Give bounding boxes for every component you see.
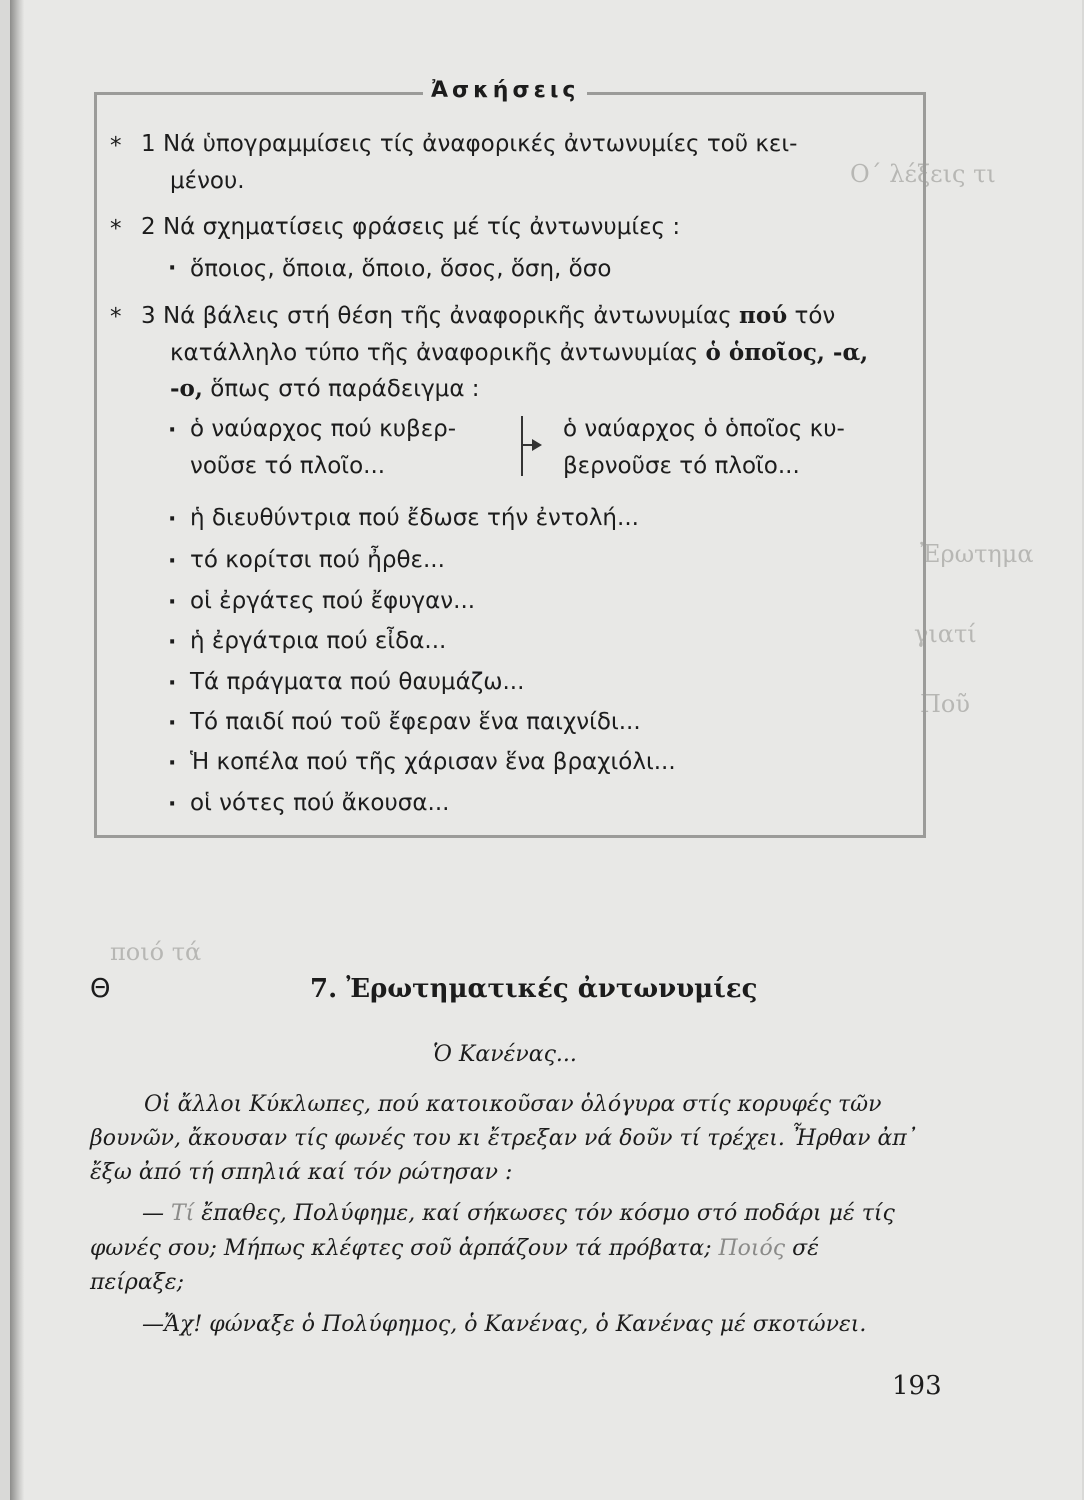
section-mark: Θ bbox=[90, 974, 111, 1004]
page-number: 193 bbox=[892, 1371, 942, 1401]
section-title: 7. Ἐρωτηματικές ἀντωνυμίες bbox=[310, 974, 758, 1004]
exercise-3-line-3: -ο, ὅπως στό παράδειγμα : bbox=[170, 375, 480, 402]
bleed-through-text: Ποῦ bbox=[920, 690, 970, 718]
exercise-2-words: ὅποιος, ὅποια, ὅποιο, ὅσος, ὅση, ὅσο bbox=[190, 256, 612, 282]
exercise-2-line-1: 2 Νά σχηματίσεις φράσεις μέ τίς ἀντωνυμίες : bbox=[141, 214, 681, 240]
exercise-1-line-2: μένου. bbox=[170, 168, 245, 194]
story-line: — Τί ἔπαθες, Πολύφημε, καί σήκωσες τόν κόσμο στό ποδάρι μέ τίς bbox=[142, 1201, 895, 1226]
bullet-dot: · bbox=[168, 507, 177, 532]
bleed-through-text: γιατί bbox=[914, 620, 977, 648]
exercise-3-line-2: κατάλληλο τύπο τῆς ἀναφορικῆς ἀντωνυμίας ὁ ὁποῖος, -α, bbox=[170, 339, 869, 366]
arrow-right-icon bbox=[532, 439, 542, 451]
page-binding-shadow bbox=[10, 0, 24, 1500]
story-line: —Ἄχ! φώναξε ὁ Πολύφημος, ὁ Κανένας, ὁ Κανένας μέ σκοτώνει. bbox=[142, 1312, 867, 1337]
bullet-dot: · bbox=[168, 751, 177, 776]
exercise-item: τό κορίτσι πού ἦρθε... bbox=[190, 547, 445, 573]
bullet-dot: · bbox=[168, 792, 177, 817]
bullet-dot: · bbox=[168, 671, 177, 696]
bullet-dot: · bbox=[168, 711, 177, 736]
bleed-through-text: Ο΄ λέξεις τι bbox=[850, 160, 996, 188]
example-right-line-1: ὁ ναύαρχος ὁ ὁποῖος κυ- bbox=[563, 416, 845, 442]
story-line: πείραξε; bbox=[90, 1270, 185, 1295]
exercise-item: ἡ ἐργάτρια πού εἶδα... bbox=[190, 628, 447, 654]
bullet-dot: · bbox=[168, 256, 177, 281]
bullet-dot: · bbox=[168, 418, 177, 443]
exercise-1-star: * bbox=[110, 133, 122, 159]
exercise-2-star: * bbox=[110, 216, 122, 242]
exercise-item: Τά πράγματα πού θαυμάζω... bbox=[190, 669, 525, 695]
exercise-item: ἡ διευθύντρια πού ἔδωσε τήν ἐντολή... bbox=[190, 505, 639, 531]
story-line: βουνῶν, ἄκουσαν τίς φωνές του κι ἔτρεξαν νά δοῦν τί τρέχει. Ἦρθαν ἀπ᾿ bbox=[90, 1126, 918, 1151]
exercises-title: Ἀσκήσεις bbox=[423, 78, 587, 103]
story-line: φωνές σου; Μήπως κλέφτες σοῦ ἁρπάζουν τά πρόβατα; Ποιός σέ bbox=[90, 1236, 819, 1261]
exercise-1-line-1: 1 Νά ὑπογραμμίσεις τίς ἀναφορικές ἀντωνυμίες τοῦ κει- bbox=[141, 131, 798, 157]
exercise-item: Ἡ κοπέλα πού τῆς χάρισαν ἕνα βραχιόλι... bbox=[190, 749, 676, 775]
bullet-dot: · bbox=[168, 590, 177, 615]
story-line: ἔξω ἀπό τή σπηλιά καί τόν ρώτησαν : bbox=[90, 1160, 513, 1185]
exercise-item: οἱ ἐργάτες πού ἔφυγαν... bbox=[190, 588, 476, 614]
exercise-3-line-1: 3 Νά βάλεις στή θέση τῆς ἀναφορικῆς ἀντωνυμίας πού τόν bbox=[141, 302, 836, 329]
exercise-3-star: * bbox=[110, 304, 122, 330]
exercise-item: Τό παιδί πού τοῦ ἔφεραν ἕνα παιχνίδι... bbox=[190, 709, 641, 735]
example-right-line-2: βερνοῦσε τό πλοῖο... bbox=[563, 453, 800, 479]
example-left-line-1: ὁ ναύαρχος πού κυβερ- bbox=[190, 416, 457, 442]
book-page bbox=[10, 0, 1082, 1500]
bleed-through-text: Ἐρωτημα bbox=[920, 540, 1034, 568]
exercise-item: οἱ νότες πού ἄκουσα... bbox=[190, 790, 450, 816]
story-subtitle: Ὁ Κανένας... bbox=[433, 1042, 577, 1067]
bullet-dot: · bbox=[168, 630, 177, 655]
example-left-line-2: νοῦσε τό πλοῖο... bbox=[190, 453, 386, 479]
bleed-through-text: ποιό τά bbox=[110, 938, 202, 966]
bullet-dot: · bbox=[168, 549, 177, 574]
example-arrow-stem bbox=[521, 416, 523, 476]
story-line: Οἱ ἄλλοι Κύκλωπες, πού κατοικοῦσαν ὁλόγυρα στίς κορυφές τῶν bbox=[144, 1092, 882, 1117]
